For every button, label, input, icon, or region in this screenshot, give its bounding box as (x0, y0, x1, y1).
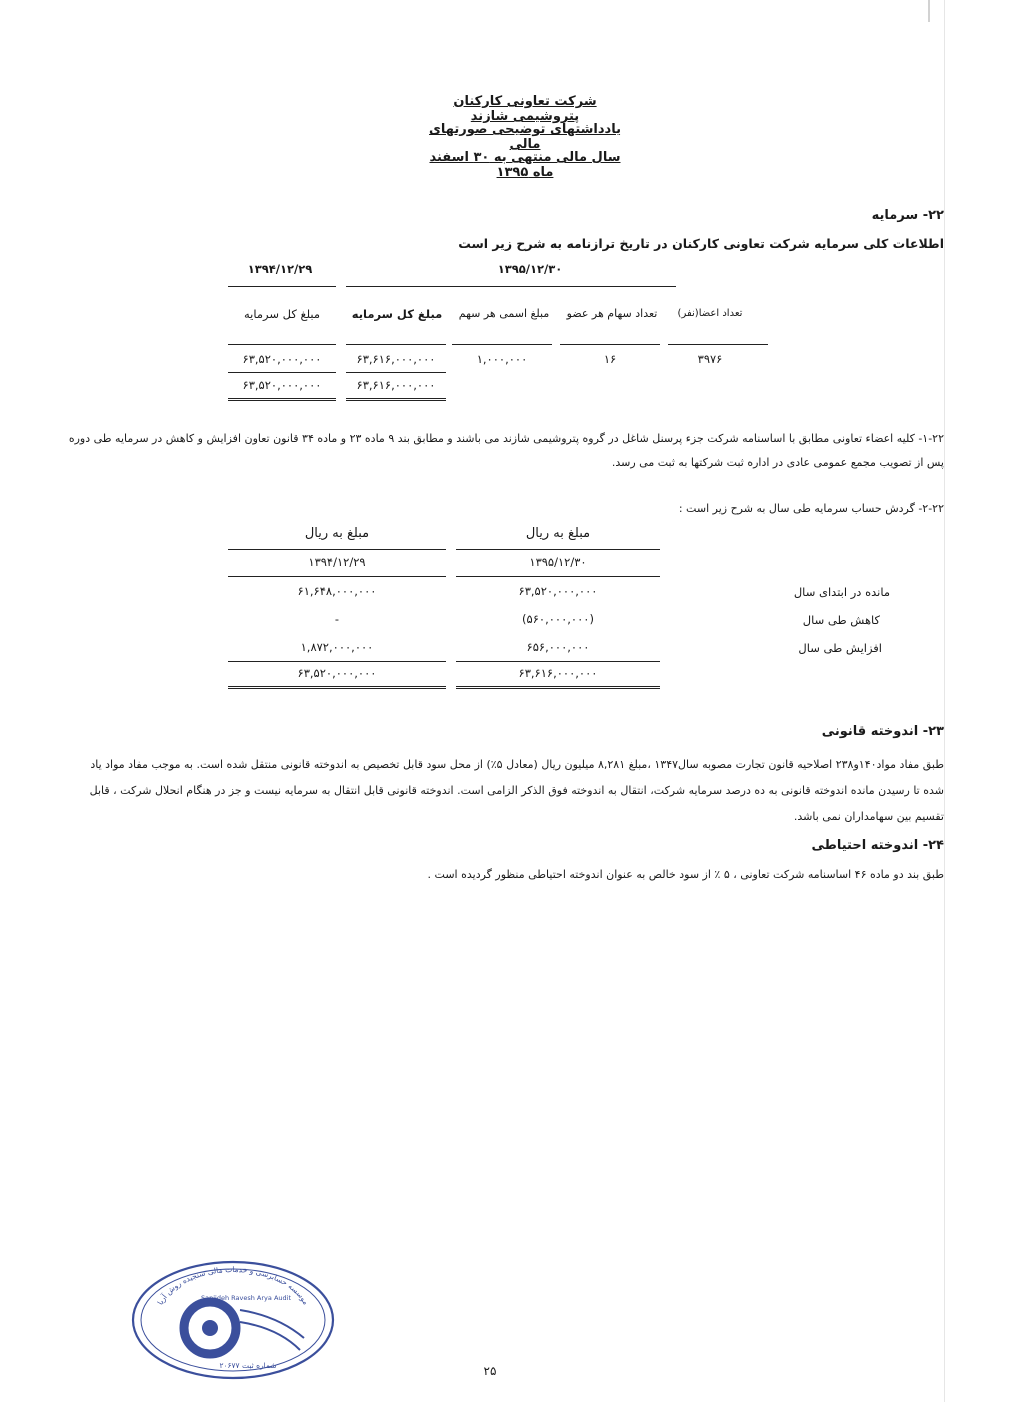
rule-col-total-current (346, 344, 446, 345)
rule-col-shares (560, 344, 660, 345)
flow-row-prior: - (334, 612, 340, 626)
page-edge-line (944, 0, 945, 1402)
flow-row-label: افزایش طی سال (798, 641, 882, 655)
page-number: ۲۵ (483, 1364, 497, 1378)
notes-title: یادداشتهای توضیحی صورتهای مالی (429, 122, 621, 152)
flow-date-rule-current (456, 576, 660, 577)
flow-total-double-rule-prior (228, 686, 446, 689)
section-23-line3: تقسیم بین سهامداران نمی باشد. (793, 810, 944, 823)
flow-row-label: مانده در ابتدای سال (793, 585, 890, 599)
capital-date-current: ۱۳۹۵/۱۲/۳۰ (497, 262, 563, 276)
value-total-current: ۶۳,۶۱۶,۰۰۰,۰۰۰ (356, 352, 436, 366)
section-24-line1: طبق بند دو ماده ۴۶ اساسنامه شرکت تعاونی ، ۵ ٪ از سود خالص به عنوان اندوخته احتیاطی منظور گردیده است . (427, 868, 944, 881)
stamp-text-top: موسسه حسابرسی و خدمات مالی سنجیده روش آریا (155, 1264, 311, 1307)
rule-col-total-prior (228, 344, 336, 345)
total-double-rule-prior (228, 398, 336, 401)
capital-header-rule-prior (228, 286, 336, 287)
rule-col-nominal (452, 344, 552, 345)
section-24-heading: ۲۴- اندوخته احتیاطی (811, 838, 944, 853)
flow-row-label: کاهش طی سال (802, 613, 880, 627)
flow-row-prior: ۶۱,۶۴۸,۰۰۰,۰۰۰ (297, 584, 377, 598)
total-capital-prior: ۶۳,۵۲۰,۰۰۰,۰۰۰ (242, 378, 322, 392)
flow-date-rule-prior (228, 576, 446, 577)
capital-date-prior: ۱۳۹۴/۱۲/۲۹ (247, 262, 313, 276)
flow-subtotal-rule-current (456, 661, 660, 662)
stamp-text-bottom: شماره ثبت ۲۰۶۷۷ (219, 1361, 277, 1370)
flow-date-prior: ۱۳۹۴/۱۲/۲۹ (308, 555, 366, 569)
col-shares-per-member: تعداد سهام هر عضو (566, 307, 658, 320)
company-title: شرکت تعاونی کارکنان پتروشیمی شازند (453, 94, 597, 124)
value-shares-per-member: ۱۶ (603, 352, 617, 366)
section-22-intro: اطلاعات کلی سرمایه شرکت تعاونی کارکنان در تاریخ ترازنامه به شرح زیر است (458, 236, 944, 251)
section-23-heading: ۲۳- اندوخته قانونی (821, 724, 944, 739)
flow-col-prior-label: مبلغ به ریال (304, 526, 370, 541)
col-members: تعداد اعضا(نفر) (677, 308, 743, 319)
value-total-prior: ۶۳,۵۲۰,۰۰۰,۰۰۰ (242, 352, 322, 366)
flow-date-current: ۱۳۹۵/۱۲/۳۰ (529, 555, 587, 569)
value-members: ۳۹۷۶ (697, 352, 723, 366)
flow-label-rule-prior (228, 549, 446, 550)
flow-row-current: ۶۵۶,۰۰۰,۰۰۰ (526, 640, 590, 654)
flow-row-current: ۶۳,۵۲۰,۰۰۰,۰۰۰ (518, 584, 598, 598)
flow-col-current-label: مبلغ به ریال (525, 526, 591, 541)
note-22-1-line2: پس از تصویب مجمع عمومی عادی در اداره ثبت شرکتها به ثبت می رسد. (611, 456, 944, 469)
flow-label-rule-current (456, 549, 660, 550)
capital-header-rule-current (346, 286, 676, 287)
page-edge-mark (928, 0, 930, 22)
flow-subtotal-rule-prior (228, 661, 446, 662)
period-title: سال مالی منتهی به ۳۰ اسفند ماه ۱۳۹۵ (429, 150, 621, 180)
auditor-stamp (128, 1258, 338, 1382)
section-23-line1: طبق مفاد مواد۱۴۰و۲۳۸ اصلاحیه قانون تجارت مصوبه سال۱۳۴۷ ،مبلغ ۸,۲۸۱ میلیون ریال (معادل ۵٪) از محل سود قابل تخصیص به اندوخته قانونی منتقل شده است. به موجب مفاد مواد یاد (90, 758, 944, 771)
note-22-1-line1: ۱-۲۲- کلیه اعضاء تعاونی مطابق با اساسنامه شرکت جزء پرسنل شاغل در گروه پتروشیمی شازند می باشند و مطابق بند ۹ ماده ۲۳ و ماده ۳۴ قانون تعاون افزایش و کاهش در سرمایه طی دوره (68, 432, 944, 445)
value-nominal: ۱,۰۰۰,۰۰۰ (476, 352, 528, 366)
rule-col-members (668, 344, 768, 345)
flow-row-current: (۵۶۰,۰۰۰,۰۰۰) (522, 612, 594, 626)
section-22-heading: ۲۲- سرمایه (871, 208, 944, 223)
flow-total-prior: ۶۳,۵۲۰,۰۰۰,۰۰۰ (297, 666, 377, 680)
subtotal-rule-prior (228, 372, 336, 373)
total-double-rule-current (346, 398, 446, 401)
subtotal-rule-current (346, 372, 446, 373)
flow-total-current: ۶۳,۶۱۶,۰۰۰,۰۰۰ (518, 666, 598, 680)
col-total-capital-prior: مبلغ کل سرمایه (243, 307, 321, 321)
note-22-2: ۲-۲۲- گردش حساب سرمایه طی سال به شرح زیر است : (678, 502, 944, 515)
section-23-line2: شده تا رسیدن مانده اندوخته قانونی به ده درصد سرمایه شرکت، انتقال به اندوخته فوق الذکر الزامی است. اندوخته قانونی قابل انتقال به سرمایه نیست و جز در هنگام انحلال شرکت ، قابل (89, 784, 944, 797)
stamp-text-latin: Sanjideh Ravesh Arya Audit (201, 1294, 291, 1302)
flow-total-double-rule-current (456, 686, 660, 689)
flow-row-prior: ۱,۸۷۲,۰۰۰,۰۰۰ (300, 640, 374, 654)
col-nominal-value: مبلغ اسمی هر سهم (458, 307, 550, 320)
col-total-capital-current: مبلغ کل سرمایه (351, 307, 443, 321)
total-capital-current: ۶۳,۶۱۶,۰۰۰,۰۰۰ (356, 378, 436, 392)
